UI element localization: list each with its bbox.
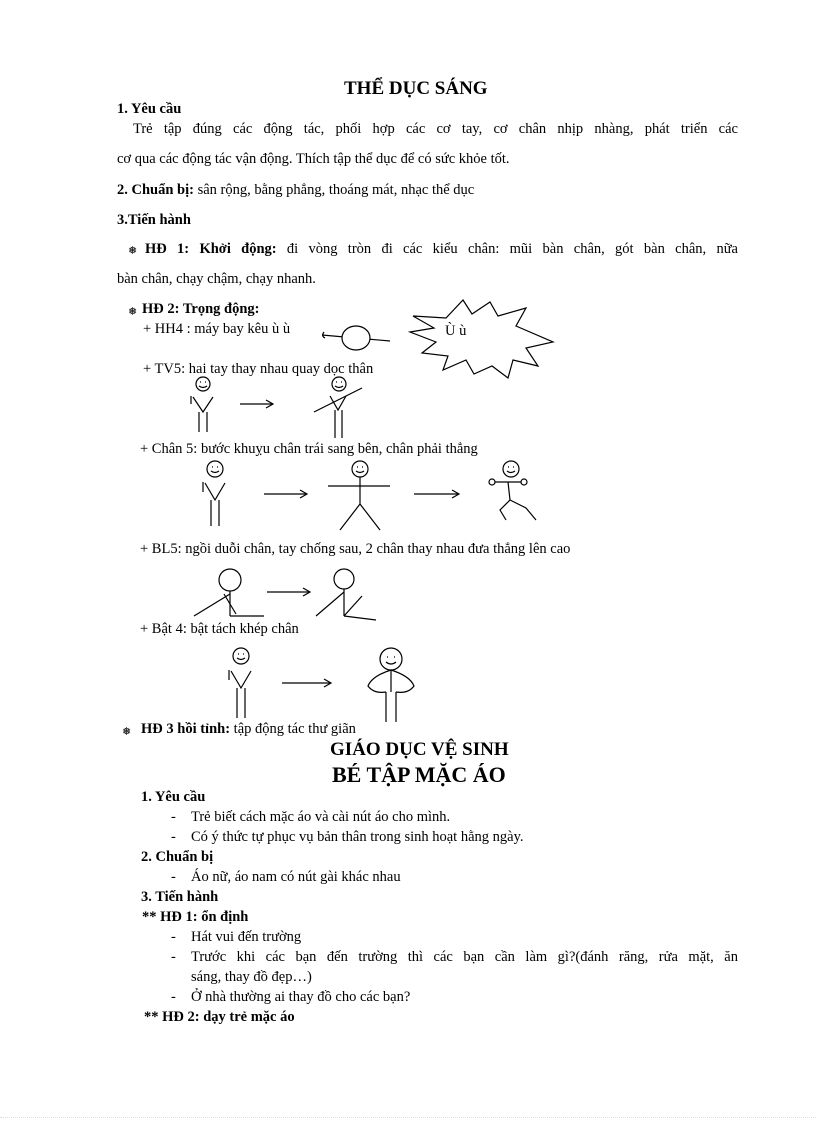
- s2-item: sáng, thay đồ đẹp…): [191, 969, 312, 985]
- requirements-line1: Trẻ tập đúng các động tác, phối hợp các cơ tay, cơ chân nhịp nhàng, phát triển các: [133, 121, 738, 137]
- s2-heading-3: 3. Tiến hành: [141, 889, 219, 905]
- stick-figure-sitting-leg-raise: [314, 568, 380, 622]
- list-dash: -: [171, 829, 176, 845]
- s2-item: Áo nữ, áo nam có nút gài khác nhau: [191, 869, 401, 885]
- hd3-label: HĐ 3 hồi tỉnh:: [141, 721, 231, 737]
- arrow-icon: [280, 677, 336, 689]
- s2-heading-2: 2. Chuẩn bị: [141, 849, 214, 865]
- bl5-text: + BL5: ngồi duỗi chân, tay chống sau, 2 chân thay nhau đưa thẳng lên cao: [140, 541, 571, 557]
- section2-title: GIÁO DỤC VỆ SINH: [330, 739, 509, 760]
- section1-title: THỂ DỤC SÁNG: [344, 78, 488, 99]
- hd1-line2: bàn chân, chạy chậm, chạy nhanh.: [117, 271, 316, 287]
- arrow-icon: [262, 488, 312, 500]
- stick-figure-standing: [185, 376, 225, 436]
- tv5-text: + TV5: hai tay thay nhau quay dọc thân: [143, 361, 374, 377]
- section2-subtitle: BÉ TẬP MẶC ÁO: [332, 762, 506, 787]
- hd3-line: [141, 721, 356, 738]
- burst-text: Ù ù: [445, 323, 467, 339]
- flower-bullet-icon: ❅: [122, 726, 132, 738]
- list-dash: -: [171, 869, 176, 885]
- s2-item: Ở nhà thường ai thay đồ cho các bạn?: [191, 989, 411, 1005]
- sound-burst-icon: [408, 298, 558, 380]
- s2-hd2: ** HĐ 2: dạy trẻ mặc áo: [144, 1009, 295, 1025]
- hd1-line: [145, 241, 738, 258]
- s2-heading-1: 1. Yêu cầu: [141, 789, 206, 805]
- chan5-text: + Chân 5: bước khuỵu chân trái sang bên, chân phải thẳng: [140, 441, 478, 457]
- flower-bullet-icon: ❅: [128, 245, 138, 257]
- hd1-text: đi vòng tròn đi các kiểu chân: mũi bàn chân, gót bàn chân, nữa: [276, 241, 738, 257]
- procedure-heading: 3.Tiến hành: [117, 212, 191, 228]
- airplane-icon: [320, 322, 395, 354]
- stick-figure-sitting: [192, 568, 270, 618]
- preparation-text: sân rộng, bằng phẳng, thoáng mát, nhạc thể dục: [193, 182, 475, 198]
- preparation-line: [117, 182, 474, 199]
- s2-item: Trẻ biết cách mặc áo và cài nút áo cho mình.: [191, 809, 451, 825]
- arrow-icon: [412, 488, 464, 500]
- hd1-label: HĐ 1: Khởi động:: [145, 241, 277, 257]
- hh4-text: + HH4 : máy bay kêu ù ù: [143, 321, 291, 337]
- arrow-icon: [238, 398, 278, 410]
- preparation-label: 2. Chuẩn bị:: [117, 182, 194, 198]
- hd3-text: tập động tác thư giãn: [230, 721, 356, 737]
- flower-bullet-icon: ❅: [128, 306, 138, 318]
- page-bottom-rule: [0, 1117, 816, 1118]
- arrow-icon: [265, 586, 315, 598]
- stick-figure-jump: [362, 646, 422, 724]
- list-dash: -: [171, 929, 176, 945]
- stick-figure-standing: [198, 460, 238, 528]
- stick-figure-bend: [486, 460, 542, 524]
- s2-item: Hát vui đến trường: [191, 929, 302, 945]
- stick-figure-arm-rotation: [312, 376, 368, 440]
- stick-figure-lunge: [326, 460, 392, 532]
- requirements-line2: cơ qua các động tác vận động. Thích tập thể dục để có sức khỏe tốt.: [117, 151, 510, 167]
- requirements-heading: 1. Yêu cầu: [117, 101, 182, 117]
- list-dash: -: [171, 949, 176, 965]
- bat4-text: + Bật 4: bật tách khép chân: [140, 621, 299, 637]
- stick-figure-standing: [222, 646, 262, 720]
- s2-item: Trước khi các bạn đến trường thì các bạn cần làm gì?(đánh răng, rửa mặt, ăn: [191, 949, 738, 965]
- hd2-label: HĐ 2: Trọng động:: [142, 301, 260, 317]
- s2-hd1: ** HĐ 1: ổn định: [142, 909, 249, 925]
- list-dash: -: [171, 989, 176, 1005]
- list-dash: -: [171, 809, 176, 825]
- s2-item: Có ý thức tự phục vụ bản thân trong sinh hoạt hằng ngày.: [191, 829, 524, 845]
